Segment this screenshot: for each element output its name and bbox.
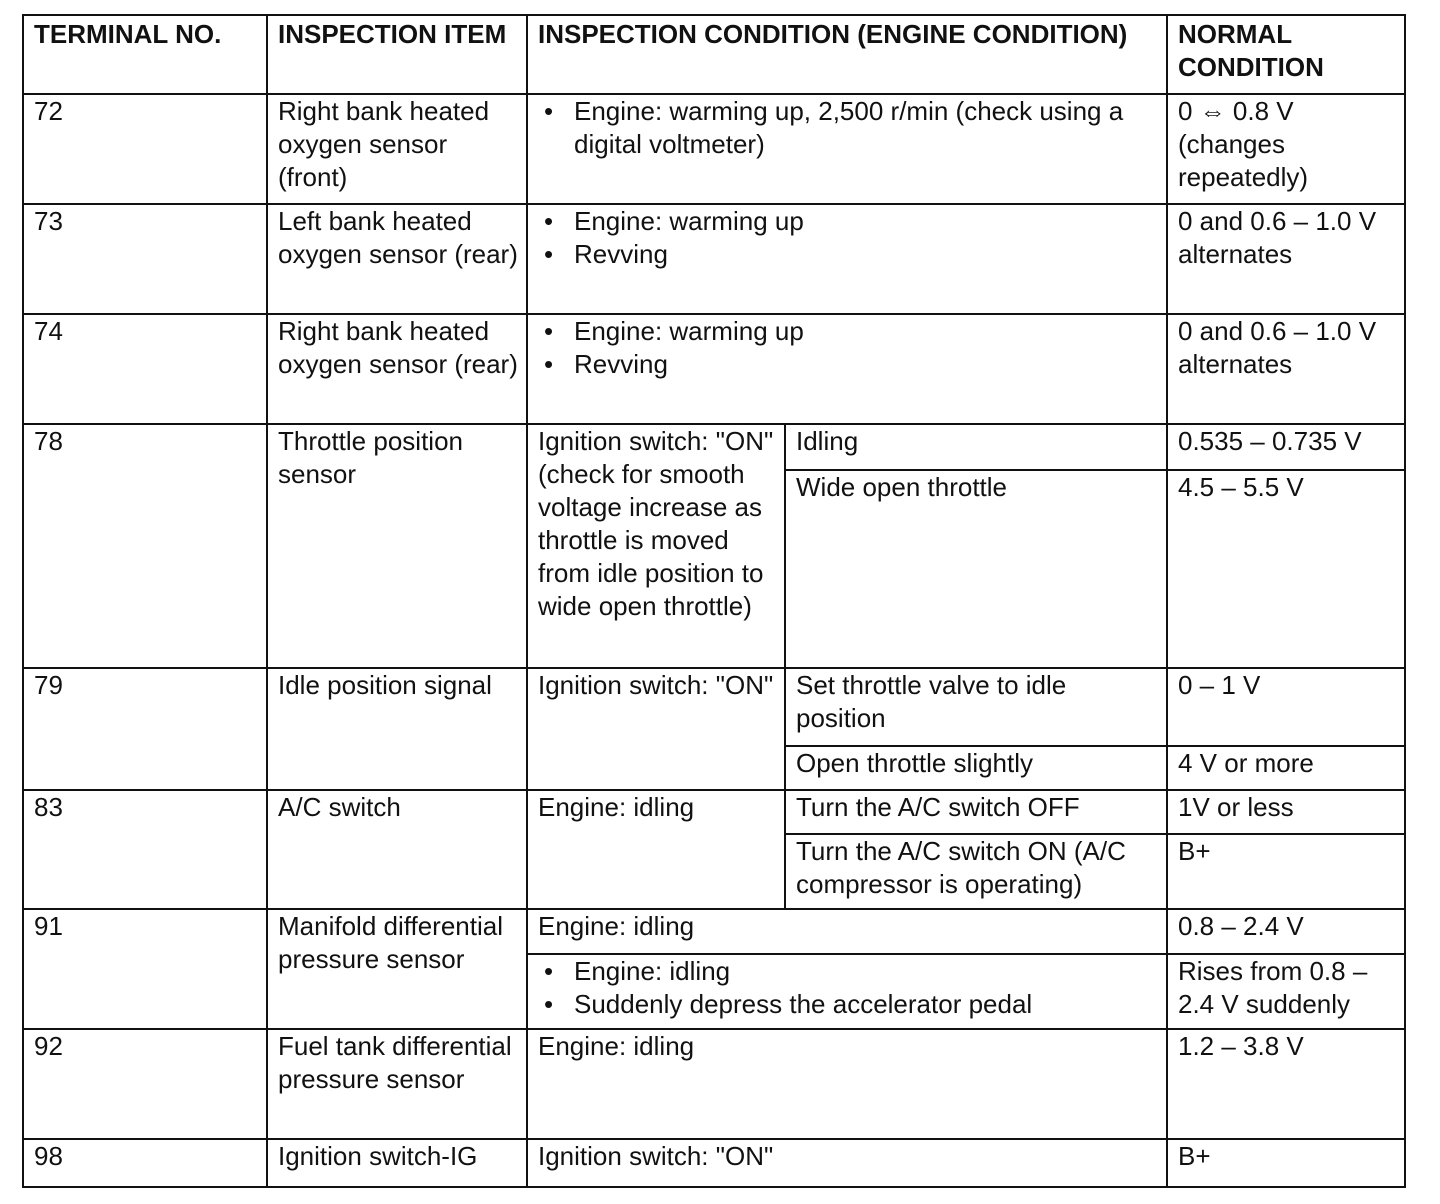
normal-condition: 0.535 – 0.735 V: [1167, 424, 1405, 470]
table-row: [23, 1029, 1405, 1139]
inspection-condition: Engine: idling: [527, 909, 1167, 954]
table-row: [23, 94, 1405, 204]
terminal-no: 91: [23, 909, 267, 1029]
terminal-no: 73: [23, 204, 267, 314]
condition-bullet: • Engine: warming up, 2,500 r/min (check using a digital voltmeter): [538, 95, 1158, 161]
inspection-item: Right bank heated oxygen sensor (rear): [267, 314, 527, 424]
normal-condition: B+: [1167, 1139, 1405, 1187]
condition-bullet: • Revving: [538, 348, 1158, 381]
sub-condition: Idling: [785, 424, 1167, 470]
sub-condition: Turn the A/C switch OFF: [785, 790, 1167, 834]
normal-condition: 4 V or more: [1167, 746, 1405, 790]
header-terminal: TERMINAL NO.: [23, 15, 267, 94]
inspection-item: Throttle position sensor: [267, 424, 527, 668]
normal-condition: 0 – 1 V: [1167, 668, 1405, 746]
table-row: [23, 1139, 1405, 1187]
terminal-no: 79: [23, 668, 267, 790]
normal-condition: 0 and 0.6 – 1.0 V alternates: [1167, 314, 1405, 424]
inspection-item: Left bank heated oxygen sensor (rear): [267, 204, 527, 314]
inspection-condition: [527, 954, 1167, 1029]
inspection-condition: [527, 204, 1167, 314]
normal-condition: 1.2 – 3.8 V: [1167, 1029, 1405, 1139]
table-row: [23, 909, 1405, 954]
terminal-no: 72: [23, 94, 267, 204]
inspection-condition: Ignition switch: "ON" (check for smooth voltage increase as throttle is moved from idle position to wide open throttle): [527, 424, 785, 668]
inspection-item: Ignition switch-IG: [267, 1139, 527, 1187]
sub-condition: Wide open throttle: [785, 470, 1167, 668]
inspection-condition: [527, 94, 1167, 204]
sub-condition: Open throttle slightly: [785, 746, 1167, 790]
normal-condition: 1V or less: [1167, 790, 1405, 834]
condition-bullet: • Suddenly depress the accelerator pedal: [538, 988, 1158, 1021]
normal-condition: 0 and 0.6 – 1.0 V alternates: [1167, 204, 1405, 314]
sub-condition: Set throttle valve to idle position: [785, 668, 1167, 746]
inspection-condition: Ignition switch: "ON": [527, 668, 785, 790]
header-inspection-item: INSPECTION ITEM: [267, 15, 527, 94]
inspection-item: Idle position signal: [267, 668, 527, 790]
table-row: [23, 790, 1405, 834]
header-inspection-condition: INSPECTION CONDITION (ENGINE CONDITION): [527, 15, 1167, 94]
header-row: [23, 15, 1405, 94]
inspection-item: Manifold differential pressure sensor: [267, 909, 527, 1029]
condition-bullet: • Engine: warming up: [538, 315, 1158, 348]
terminal-no: 98: [23, 1139, 267, 1187]
sub-condition: Turn the A/C switch ON (A/C compressor is operating): [785, 834, 1167, 909]
inspection-condition: Engine: idling: [527, 1029, 1167, 1139]
terminal-no: 78: [23, 424, 267, 668]
condition-bullet: • Engine: idling: [538, 955, 1158, 988]
inspection-item: Right bank heated oxygen sensor (front): [267, 94, 527, 204]
table-row: [23, 204, 1405, 314]
normal-condition: 0 ⇔ 0.8 V (changes repeatedly): [1167, 94, 1405, 204]
inspection-condition: [527, 314, 1167, 424]
condition-bullet: • Revving: [538, 238, 1158, 271]
condition-bullet: • Engine: warming up: [538, 205, 1158, 238]
table-row: [23, 668, 1405, 746]
terminal-no: 83: [23, 790, 267, 909]
inspection-condition: Engine: idling: [527, 790, 785, 909]
normal-condition: Rises from 0.8 – 2.4 V suddenly: [1167, 954, 1405, 1029]
inspection-item: Fuel tank differential pressure sensor: [267, 1029, 527, 1139]
terminal-no: 74: [23, 314, 267, 424]
header-normal-condition: NORMAL CONDITION: [1167, 15, 1405, 94]
table-row: [23, 314, 1405, 424]
inspection-condition: Ignition switch: "ON": [527, 1139, 1167, 1187]
terminal-inspection-table: [22, 14, 1406, 1188]
table-row: [23, 424, 1405, 470]
terminal-no: 92: [23, 1029, 267, 1139]
inspection-item: A/C switch: [267, 790, 527, 909]
normal-condition: 0.8 – 2.4 V: [1167, 909, 1405, 954]
normal-condition: 4.5 – 5.5 V: [1167, 470, 1405, 668]
normal-condition: B+: [1167, 834, 1405, 909]
